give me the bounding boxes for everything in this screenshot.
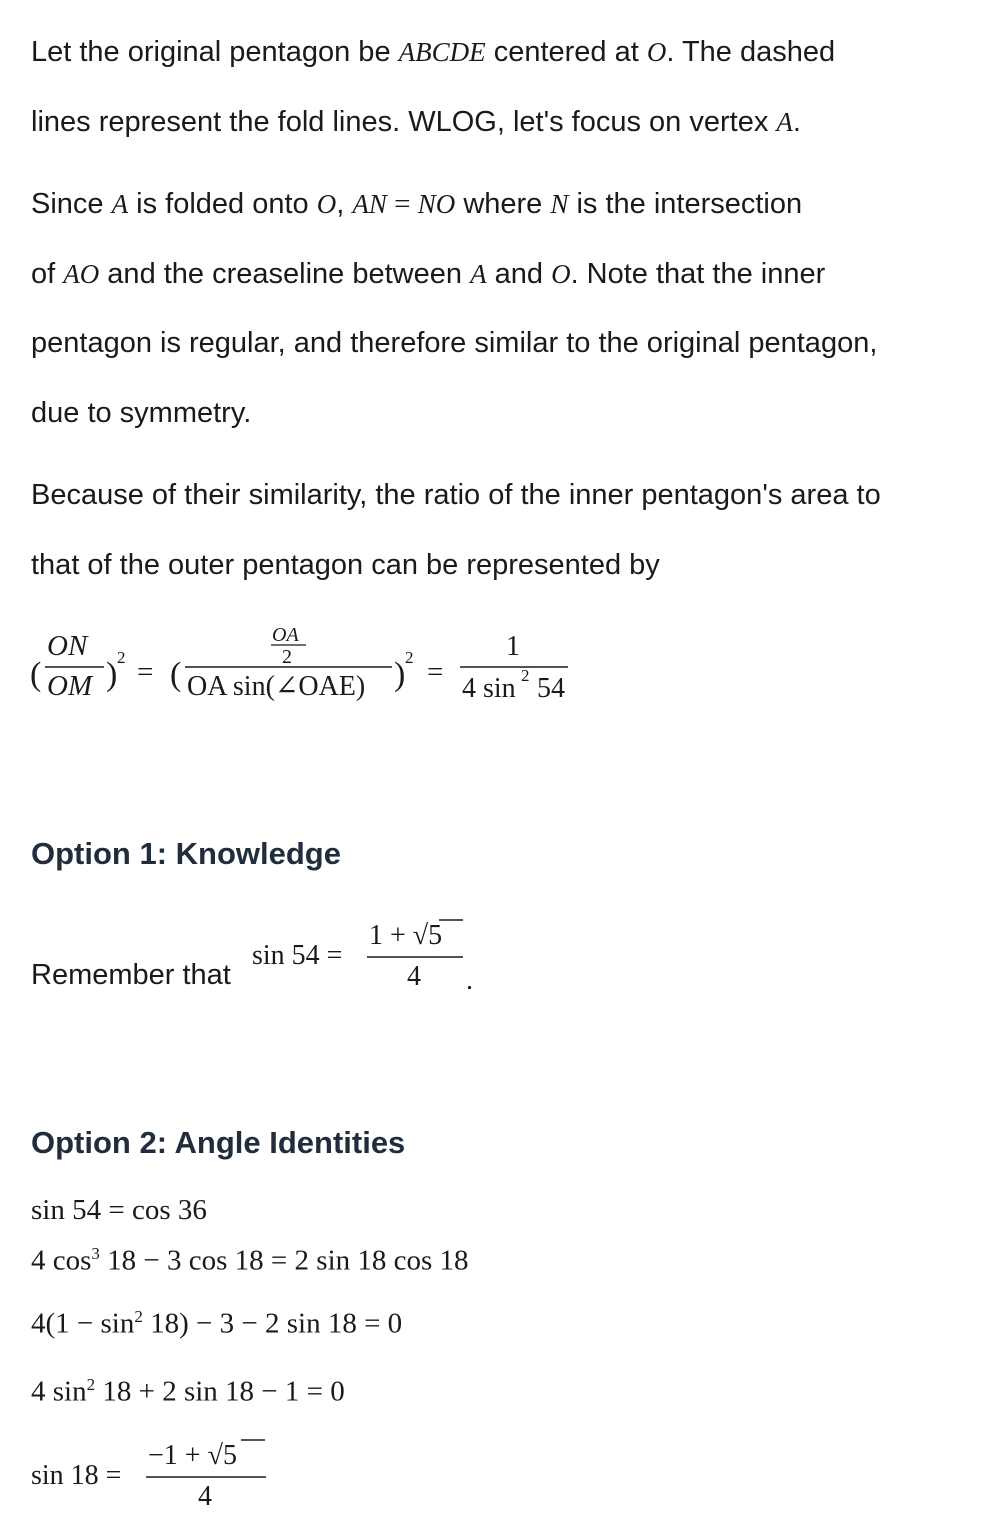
text: and the creaseline between <box>99 258 471 290</box>
math-var: A <box>111 189 129 219</box>
exponent: 2 <box>521 666 530 685</box>
equals-sign: = <box>427 656 444 688</box>
text: Since <box>31 188 112 220</box>
text: . <box>792 106 801 138</box>
option1-equation <box>245 910 485 1000</box>
math-var: NO <box>417 189 456 219</box>
text: lines represent the fold lines. WLOG, let's focus on vertex <box>31 106 777 138</box>
paren: ) <box>106 656 118 693</box>
inner-numerator-OA: OA <box>272 624 299 646</box>
period: . <box>466 965 473 996</box>
option2-heading: Option 2: Angle Identities <box>31 1125 406 1160</box>
paren: ( <box>30 656 42 693</box>
paren: ( <box>170 656 182 693</box>
para2-line1 <box>31 190 802 219</box>
math-var: AO <box>63 259 100 289</box>
text: . The dashed <box>666 36 836 68</box>
equation-lhs: sin 54 = <box>252 940 343 971</box>
text: , <box>336 188 353 220</box>
exponent: 3 <box>91 1244 100 1263</box>
math-var: ABCDE <box>398 37 486 67</box>
text: where <box>455 188 551 220</box>
exponent: 2 <box>117 648 126 667</box>
option2-eq3 <box>31 1308 402 1339</box>
text: of <box>31 258 64 290</box>
denominator-4sin: 4 sin <box>462 673 516 704</box>
denominator-OA-sin: OA sin(∠OAE) <box>187 671 366 702</box>
option1-text: Remember that <box>31 959 231 991</box>
para3-line1: Because of their similarity, the ratio of the inner pentagon's area to <box>31 479 881 511</box>
equation-lhs: sin 18 = <box>31 1460 122 1491</box>
text: is the intersection <box>568 188 803 220</box>
numerator-ON: ON <box>47 630 88 662</box>
math-var: O <box>551 259 571 289</box>
option2-eq2 <box>31 1245 469 1276</box>
text: Let the original pentagon be <box>31 36 399 68</box>
inner-denominator-two: 2 <box>282 646 292 668</box>
exponent: 2 <box>86 1375 96 1394</box>
para2-line2 <box>31 260 825 289</box>
para1-line2 <box>31 108 801 137</box>
math-var: O <box>646 37 667 67</box>
para2-line3: pentagon is regular, and therefore similar to the original pentagon, <box>31 327 878 359</box>
fraction-denominator: 4 <box>198 1481 212 1512</box>
denominator-54: 54 <box>537 673 565 704</box>
math-var: AN <box>352 189 387 219</box>
math-var: N <box>550 189 569 219</box>
text: . Note that the inner <box>570 258 826 290</box>
math-text: 4 cos <box>31 1244 92 1277</box>
equals-sign: = <box>137 656 154 688</box>
exponent: 2 <box>134 1307 143 1326</box>
math-var: A <box>470 259 487 289</box>
math-text: 18 − 3 cos 18 = 2 sin 18 cos 18 <box>99 1244 469 1277</box>
math-text: 4 sin <box>31 1375 87 1408</box>
fraction-numerator: −1 + √5 <box>148 1440 237 1471</box>
math-text: 18) − 3 − 2 sin 18 = 0 <box>142 1307 403 1340</box>
paren: ) <box>394 656 406 693</box>
text: centered at <box>485 36 647 68</box>
option2-eq5 <box>0 1430 300 1520</box>
fraction-numerator: 1 + √5 <box>369 920 443 951</box>
denominator-OM: OM <box>47 670 93 702</box>
math-var: O <box>316 189 337 219</box>
exponent: 2 <box>405 648 414 667</box>
text: and <box>486 258 552 290</box>
fraction-denominator: 4 <box>407 961 421 992</box>
para2-line4: due to symmetry. <box>31 397 252 429</box>
para3-line2: that of the outer pentagon can be represented by <box>31 549 660 581</box>
ratio-equation <box>0 615 620 715</box>
math-var: A <box>776 107 793 137</box>
numerator-one: 1 <box>506 631 520 662</box>
para1-line1 <box>31 38 835 67</box>
text: is folded onto <box>128 188 317 220</box>
math-op: = <box>386 188 418 220</box>
option2-eq4 <box>31 1376 345 1407</box>
math-text: 4(1 − sin <box>31 1307 135 1340</box>
option1-heading: Option 1: Knowledge <box>31 836 341 871</box>
option2-eq1: sin 54 = cos 36 <box>31 1194 207 1226</box>
math-text: 18 + 2 sin 18 − 1 = 0 <box>95 1375 345 1408</box>
